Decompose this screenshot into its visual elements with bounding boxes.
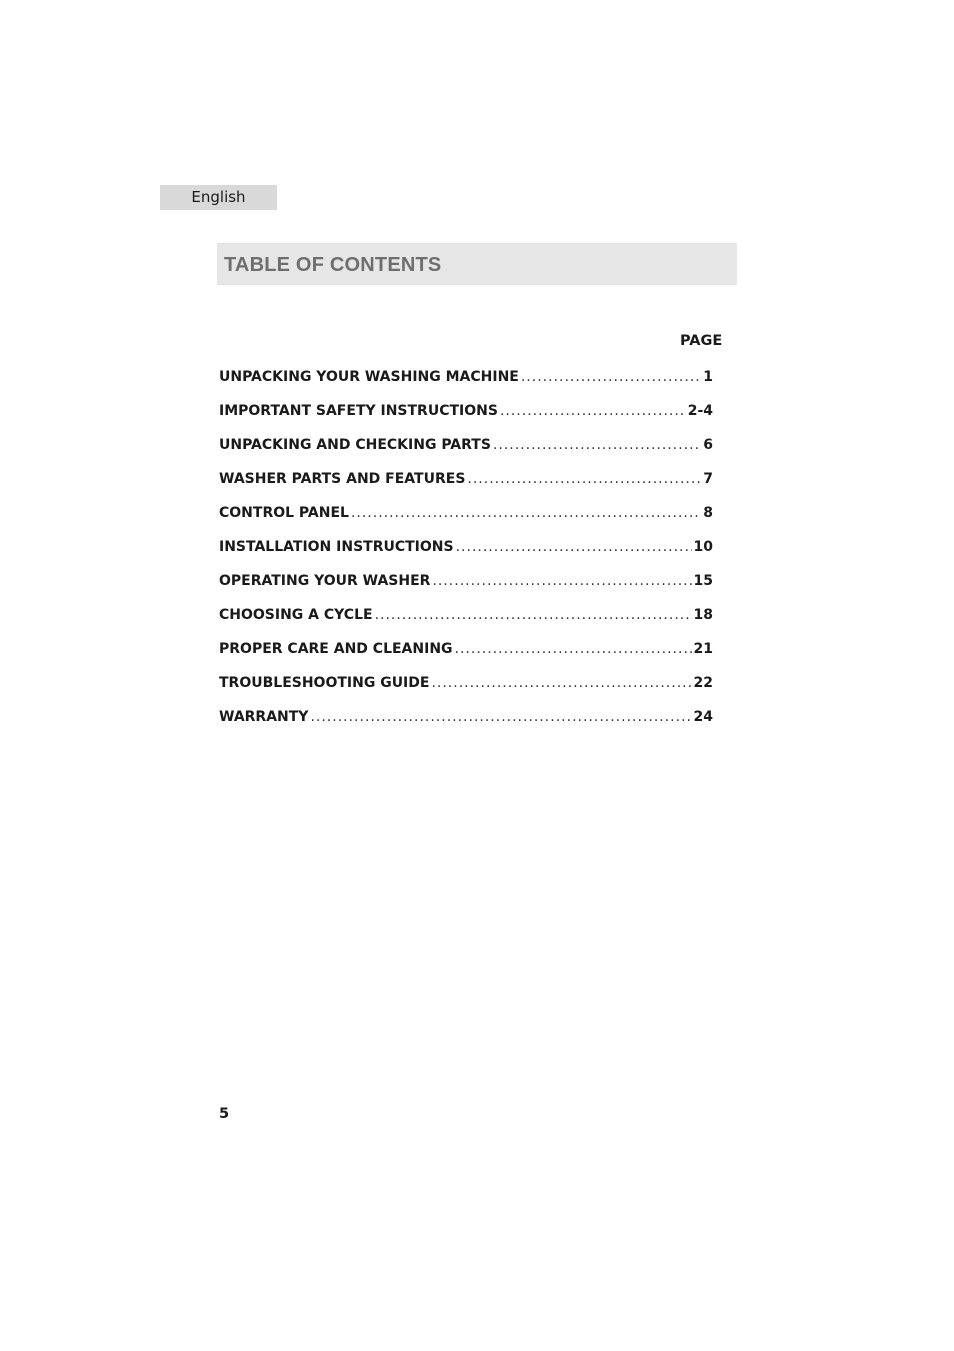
toc-entry-page: 21 xyxy=(693,641,713,657)
toc-entry-page: 6 xyxy=(703,437,713,453)
toc-entry-troubleshooting-guide[interactable] xyxy=(219,672,713,706)
dot-leader xyxy=(310,706,691,728)
toc-entry-operating-washer[interactable] xyxy=(219,570,713,604)
dot-leader xyxy=(455,638,692,660)
footer-page-number: 5 xyxy=(219,1106,230,1122)
toc-entry-important-safety-instructions[interactable] xyxy=(219,400,713,434)
dot-leader xyxy=(500,400,686,422)
page-column-label: PAGE xyxy=(680,333,723,349)
toc-entry-page: 18 xyxy=(693,607,713,623)
language-tab: English xyxy=(160,185,277,210)
toc-entry-title: OPERATING YOUR WASHER xyxy=(219,573,431,589)
dot-leader xyxy=(432,570,691,592)
toc-entry-title: IMPORTANT SAFETY INSTRUCTIONS xyxy=(219,403,498,419)
toc-entry-page: 8 xyxy=(703,505,713,521)
toc-entry-title: INSTALLATION INSTRUCTIONS xyxy=(219,539,454,555)
toc-list xyxy=(219,366,713,740)
toc-entry-page: 2-4 xyxy=(687,403,713,419)
toc-entry-unpacking-checking-parts[interactable] xyxy=(219,434,713,468)
toc-entry-page: 22 xyxy=(693,675,713,691)
dot-leader xyxy=(351,502,701,524)
dot-leader xyxy=(493,434,701,456)
toc-entry-washer-parts-features[interactable] xyxy=(219,468,713,502)
toc-entry-page: 15 xyxy=(693,573,713,589)
toc-entry-page: 7 xyxy=(703,471,713,487)
toc-entry-title: CHOOSING A CYCLE xyxy=(219,607,373,623)
toc-entry-control-panel[interactable] xyxy=(219,502,713,536)
toc-entry-page: 24 xyxy=(693,709,713,725)
toc-entry-page: 10 xyxy=(693,539,713,555)
page-title: TABLE OF CONTENTS xyxy=(224,254,442,276)
toc-entry-title: CONTROL PANEL xyxy=(219,505,349,521)
toc-entry-unpacking-washing-machine[interactable] xyxy=(219,366,713,400)
dot-leader xyxy=(521,366,701,388)
toc-heading-banner xyxy=(217,243,737,285)
toc-entry-page: 1 xyxy=(703,369,713,385)
dot-leader xyxy=(431,672,691,694)
dot-leader xyxy=(456,536,692,558)
toc-entry-choosing-cycle[interactable] xyxy=(219,604,713,638)
toc-entry-title: TROUBLESHOOTING GUIDE xyxy=(219,675,430,691)
toc-entry-installation-instructions[interactable] xyxy=(219,536,713,570)
toc-entry-title: UNPACKING AND CHECKING PARTS xyxy=(219,437,491,453)
toc-entry-title: UNPACKING YOUR WASHING MACHINE xyxy=(219,369,519,385)
toc-entry-title: WASHER PARTS AND FEATURES xyxy=(219,471,466,487)
dot-leader xyxy=(467,468,701,490)
dot-leader xyxy=(375,604,692,626)
toc-entry-title: WARRANTY xyxy=(219,709,309,725)
toc-entry-warranty[interactable] xyxy=(219,706,713,740)
toc-entry-proper-care-cleaning[interactable] xyxy=(219,638,713,672)
toc-entry-title: PROPER CARE AND CLEANING xyxy=(219,641,453,657)
